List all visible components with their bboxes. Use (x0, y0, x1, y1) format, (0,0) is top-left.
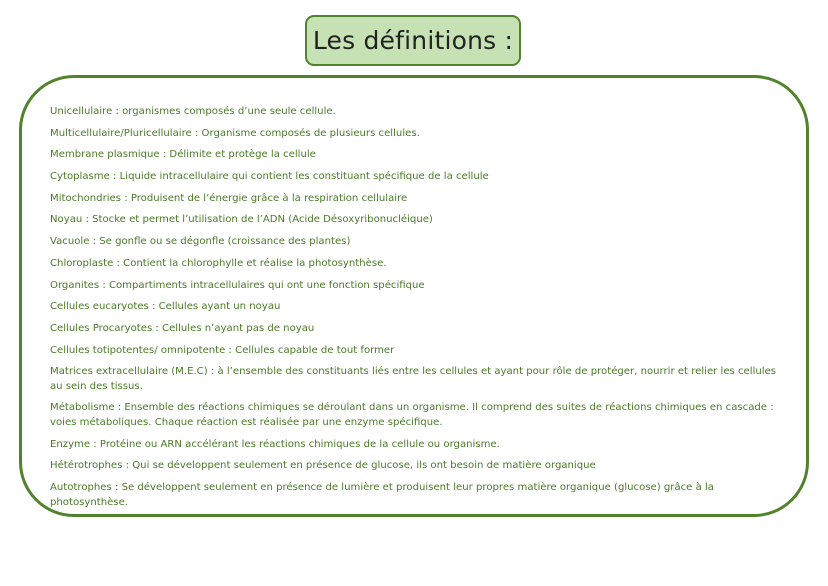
definitions-box (19, 75, 809, 517)
definition-chloroplaste: Chloroplaste : Contient la chlorophylle et réalise la photosynthèse. (50, 257, 387, 269)
definition-multicellulaire: Multicellulaire/Pluricellulaire : Organisme composés de plusieurs cellules. (50, 127, 420, 139)
definition-mitochondries: Mitochondries : Produisent de l’énergie grâce à la respiration cellulaire (50, 192, 408, 204)
definition-cytoplasme: Cytoplasme : Liquide intracellulaire qui contient les constituant spécifique de la cellule (50, 171, 489, 183)
definitions-list (50, 105, 780, 517)
definition-membrane-plasmique: Membrane plasmique : Délimite et protège la cellule (50, 149, 316, 161)
definition-noyau: Noyau : Stocke et permet l’utilisation de l’ADN (Acide Désoxyribonucléique) (50, 214, 433, 226)
definition-matrices-extracellulaire: Matrices extracellulaire (M.E.C) : à l’ensemble des constituants liés entre les cellules et ayant pour rôle de protéger, nourrir et relier les cellules au sein des tissus. (50, 366, 777, 392)
definition-cellules-totipotentes: Cellules totipotentes/ omnipotente : Cellules capable de tout former (50, 344, 395, 356)
definition-enzyme: Enzyme : Protéine ou ARN accélérant les réactions chimiques de la cellule ou organisme. (50, 438, 500, 450)
title-box (305, 15, 521, 66)
definition-autotrophes: Autotrophes : Se développent seulement en présence de lumière et produisent leur propres matière organique (glucose) grâce à la photosynthèse. (50, 482, 714, 508)
definition-heterotrophes: Hétérotrophes : Qui se développent seulement en présence de glucose, ils ont besoin de matière organique (50, 460, 596, 472)
definition-cellules-procaryotes: Cellules Procaryotes : Cellules n’ayant pas de noyau (50, 322, 315, 334)
definition-metabolisme: Métabolisme : Ensemble des réactions chimiques se déroulant dans un organisme. Il comprend des suites de réactions chimiques en cascade : voies métaboliques. Chaque réaction est réalisée par une enzyme spécifique. (50, 402, 774, 428)
definition-unicellulaire: Unicellulaire : organismes composés d’une seule cellule. (50, 106, 336, 117)
definition-vacuole: Vacuole : Se gonfle ou se dégonfle (croissance des plantes) (50, 236, 351, 248)
definition-cellules-eucaryotes: Cellules eucaryotes : Cellules ayant un noyau (50, 301, 281, 313)
definition-organites: Organites : Compartiments intracellulaires qui ont une fonction spécifique (50, 279, 425, 291)
page-title: Les définitions : (312, 26, 514, 55)
